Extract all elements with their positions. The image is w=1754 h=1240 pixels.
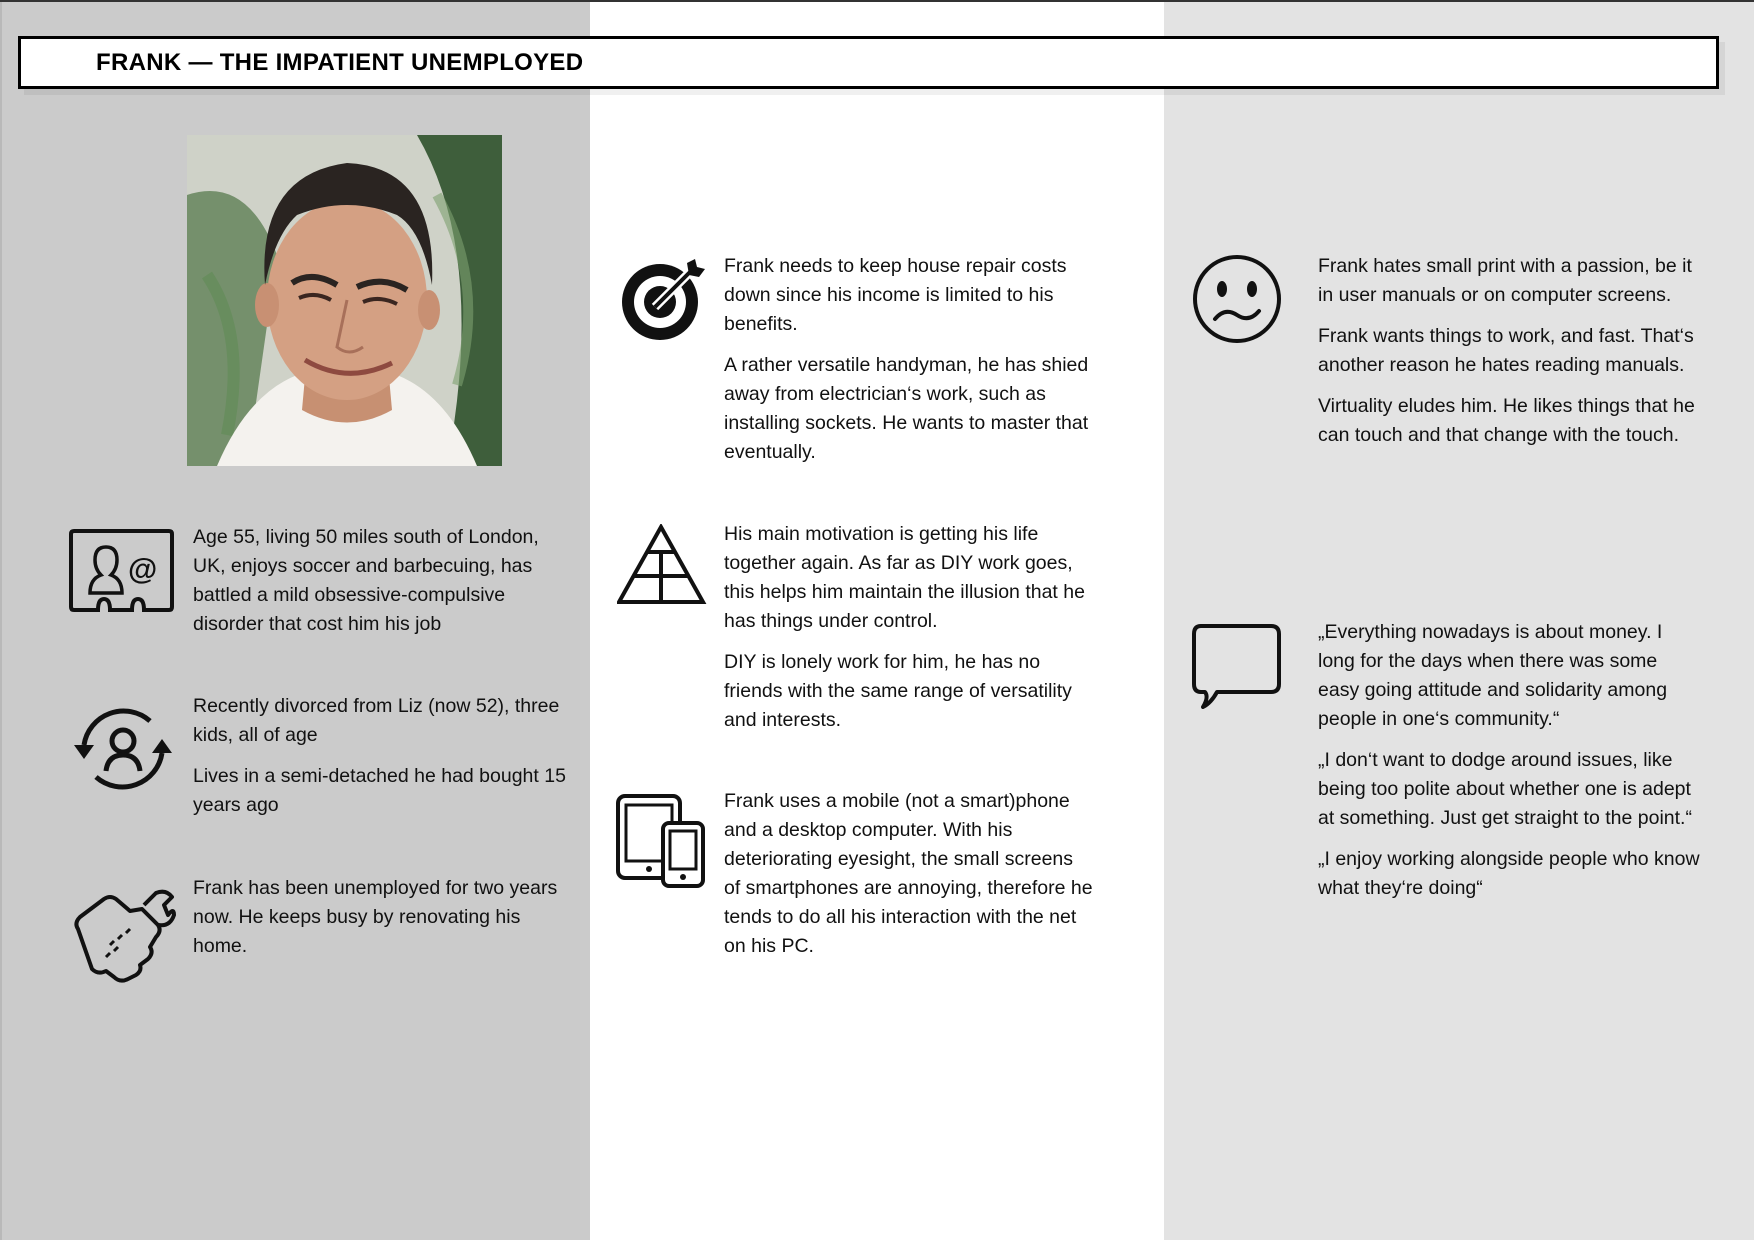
family-text xyxy=(193,692,573,832)
quote: „Everything nowadays is about money. I long for the days when there was some easy going attitude and solidarity among people in one‘s community.“ xyxy=(1318,621,1668,730)
demographics-text xyxy=(193,523,573,651)
technology-text xyxy=(724,787,1094,973)
page-title: FRANK — THE IMPATIENT UNEMPLOYED xyxy=(96,49,584,76)
employment-text xyxy=(193,874,573,973)
devices-icon xyxy=(615,793,707,889)
paragraph: Recently divorced from Liz (now 52), three kids, all of age xyxy=(193,695,560,746)
paragraph: Frank needs to keep house repair costs down since his income is limited to his benefits. xyxy=(724,255,1067,335)
quotes-text xyxy=(1318,618,1703,915)
paragraph: Frank hates small print with a passion, be it in user manuals or on computer screens. xyxy=(1318,255,1692,306)
top-border xyxy=(0,0,1754,2)
pyramid-icon xyxy=(617,524,707,606)
paragraph: A rather versatile handyman, he has shied away from electrician‘s work, such as installing sockets. He wants to master that eventually. xyxy=(724,354,1089,463)
frustrations-text xyxy=(1318,252,1698,462)
quote: „I don‘t want to dodge around issues, like being too polite about whether one is adept at something. Just get straight to the point.“ xyxy=(1318,749,1692,829)
paragraph: His main motivation is getting his life together again. As far as DIY work goes, this helps him maintain the illusion that he has things under control. xyxy=(724,523,1085,632)
speech-bubble-icon xyxy=(1191,623,1283,709)
quote: „I enjoy working alongside people who know what they‘re doing“ xyxy=(1318,848,1700,899)
title-banner xyxy=(18,36,1719,89)
confused-face-icon xyxy=(1191,251,1283,347)
target-icon xyxy=(617,255,707,345)
persona-photo xyxy=(187,135,502,466)
goals-text xyxy=(724,252,1094,479)
portrait-image xyxy=(187,135,502,466)
hand-wrench-icon xyxy=(70,885,176,983)
paragraph: Lives in a semi-detached he had bought 15 years ago xyxy=(193,765,566,816)
paragraph: Virtuality eludes him. He likes things that he can touch and that change with the touch. xyxy=(1318,395,1695,446)
paragraph: Frank has been unemployed for two years now. He keeps busy by renovating his home. xyxy=(193,877,558,957)
paragraph: Frank wants things to work, and fast. That‘s another reason he hates reading manuals. xyxy=(1318,325,1694,376)
svg-text:@: @ xyxy=(128,553,158,586)
paragraph: Age 55, living 50 miles south of London, UK, enjoys soccer and barbecuing, has battled a mild obsessive-compulsive disorder that cost him his job xyxy=(193,526,539,635)
paragraph: DIY is lonely work for him, he has no friends with the same range of versatility and interests. xyxy=(724,651,1072,731)
paragraph: Frank uses a mobile (not a smart)phone and a desktop computer. With his deteriorating eyesight, the small screens of smartphones are annoying, therefore he tends to do all his interaction with the net on his PC. xyxy=(724,790,1093,957)
person-cycle-icon xyxy=(72,703,174,795)
motivation-text xyxy=(724,520,1094,747)
contact-card-icon xyxy=(68,527,175,614)
